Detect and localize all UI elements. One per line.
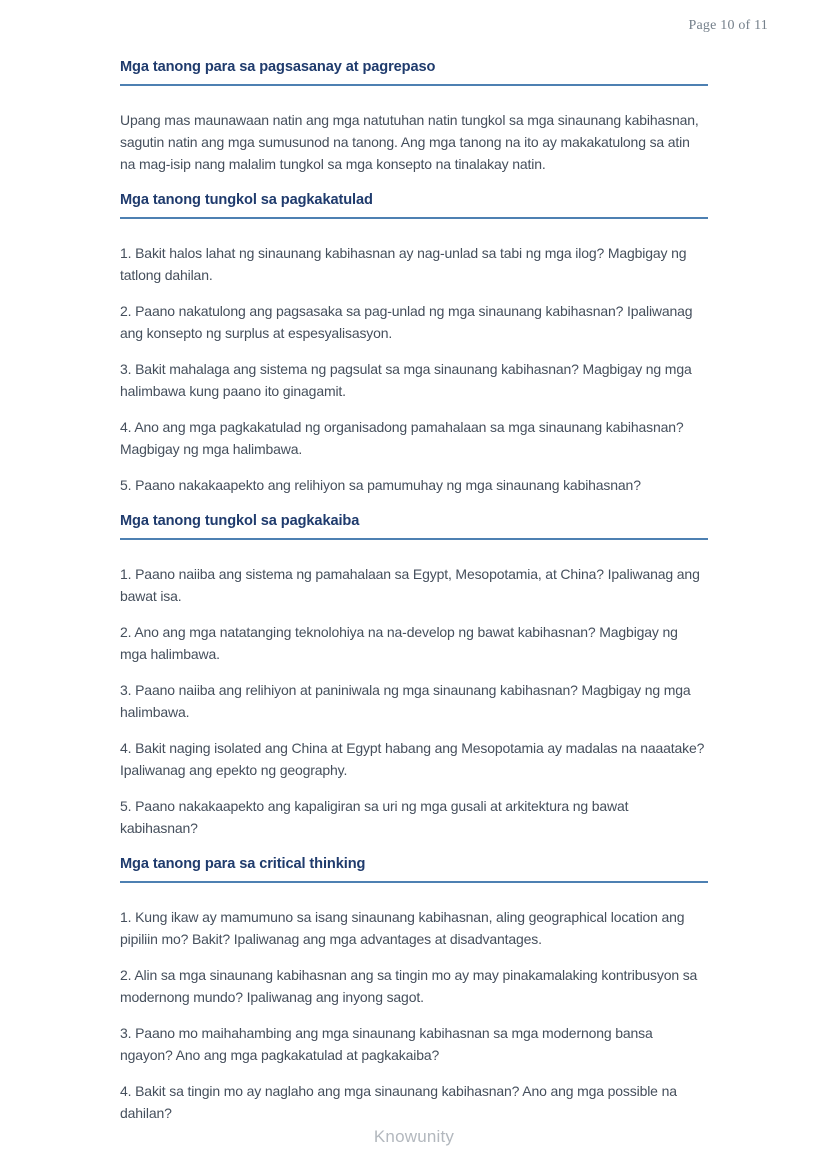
question-item: 1. Kung ikaw ay mamumuno sa isang sinaunang kabihasnan, aling geographical location ang pipiliin mo? Bakit? Ipaliwanag ang mga advantages at disadvantages. [120,909,685,947]
section-heading: Mga tanong tungkol sa pagkakatulad [120,192,373,208]
question-item: 1. Paano naiiba ang sistema ng pamahalaan sa Egypt, Mesopotamia, at China? Ipaliwanag ang bawat isa. [120,566,700,604]
section-pagkakaiba [120,511,708,839]
question-item: 4. Bakit naging isolated ang China at Egypt habang ang Mesopotamia ay madalas na naaatake? Ipaliwanag ang epekto ng geography. [120,740,705,778]
section-heading: Mga tanong para sa pagsasanay at pagrepaso [120,59,436,75]
question-item: 5. Paano nakakaapekto ang kapaligiran sa uri ng mga gusali at arkitektura ng bawat kabihasnan? [120,798,629,836]
section-divider [120,84,708,86]
question-item: 3. Paano mo maihahambing ang mga sinaunang kabihasnan sa mga modernong bansa ngayon? Ano ang mga pagkakatulad at pagkakaiba? [120,1025,653,1063]
question-item: 1. Bakit halos lahat ng sinaunang kabihasnan ay nag-unlad sa tabi ng mga ilog? Magbigay ng tatlong dahilan. [120,245,687,283]
section-divider [120,881,708,883]
question-item: 4. Bakit sa tingin mo ay naglaho ang mga sinaunang kabihasnan? Ano ang mga possible na dahilan? [120,1083,677,1121]
section-heading: Mga tanong tungkol sa pagkakaiba [120,513,360,529]
question-item: 3. Paano naiiba ang relihiyon at paniniwala ng mga sinaunang kabihasnan? Magbigay ng mga halimbawa. [120,682,691,720]
section-pagkakatulad [120,190,708,496]
page-number: Page 10 of 11 [688,18,768,33]
document-content [120,57,708,1138]
knowunity-watermark: Knowunity [373,1127,455,1146]
question-item: 4. Ano ang mga pagkakatulad ng organisadong pamahalaan sa mga sinaunang kabihasnan? Magbigay ng mga halimbawa. [120,419,684,457]
question-item: 2. Ano ang mga natatanging teknolohiya na na-develop ng bawat kabihasnan? Magbigay ng mga halimbawa. [120,624,678,662]
section-critical-thinking [120,854,708,1124]
section-pagsasanay-at-pagrepaso [120,57,708,175]
section-divider [120,217,708,219]
question-item: 2. Alin sa mga sinaunang kabihasnan ang sa tingin mo ay may pinakamalaking kontribusyon sa modernong mundo? Ipaliwanag ang inyong sagot. [120,967,698,1005]
question-item: 3. Bakit mahalaga ang sistema ng pagsulat sa mga sinaunang kabihasnan? Magbigay ng mga halimbawa kung paano ito ginagamit. [120,361,692,399]
section-heading: Mga tanong para sa critical thinking [120,856,366,872]
question-item: 5. Paano nakakaapekto ang relihiyon sa pamumuhay ng mga sinaunang kabihasnan? [120,477,641,493]
section-divider [120,538,708,540]
question-item: 2. Paano nakatulong ang pagsasaka sa pag-unlad ng mga sinaunang kabihasnan? Ipaliwanag ang konsepto ng surplus at espesyalisasyon. [120,303,693,341]
intro-paragraph: Upang mas maunawaan natin ang mga natutuhan natin tungkol sa mga sinaunang kabihasnan, sagutin natin ang mga sumusunod na tanong. Ang mga tanong na ito ay makakatulong sa atin na mag-isip nang malalim tungkol sa mga konsepto na tinalakay natin. [120,112,699,172]
